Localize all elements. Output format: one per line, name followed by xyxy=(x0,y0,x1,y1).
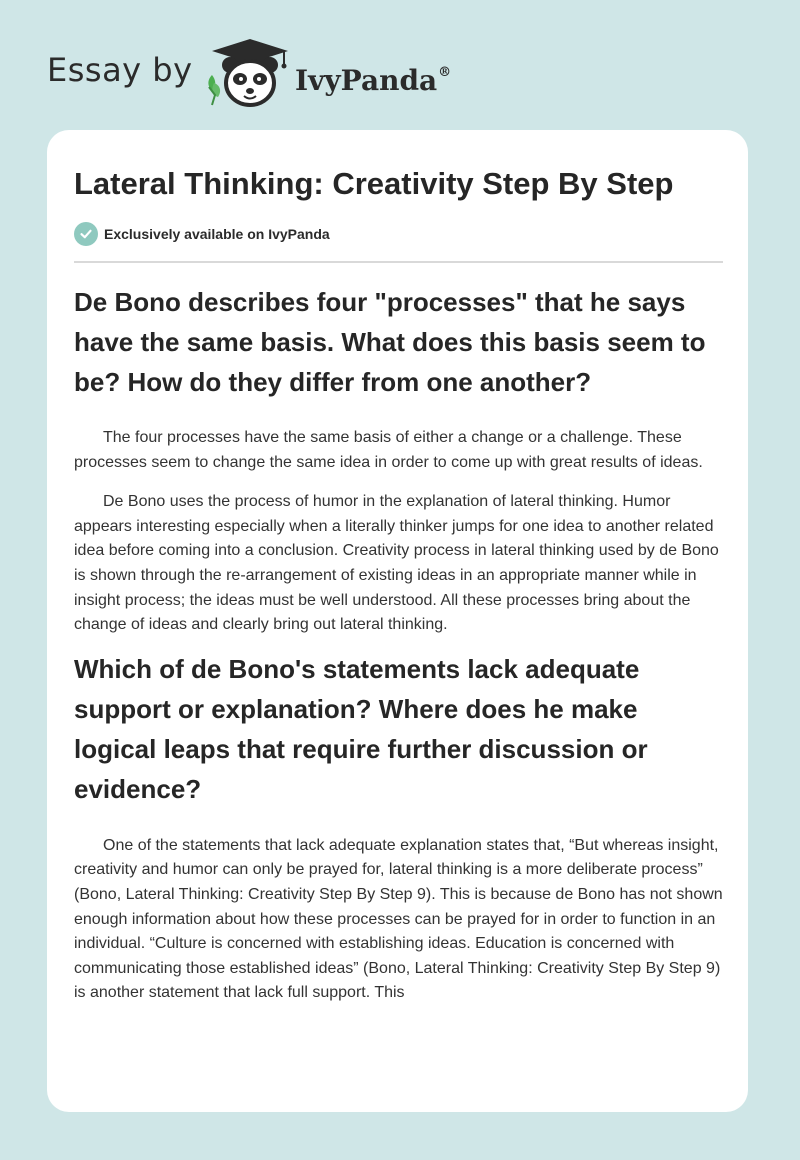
exclusive-badge xyxy=(74,222,330,246)
section-heading: Which of de Bono's statements lack adequate support or explanation? Where does he make logical leaps that require further discussion or evidence? xyxy=(74,653,648,804)
section-heading: De Bono describes four "processes" that he says have the same basis. What does this basis seem to be? How do they differ from one another? xyxy=(74,287,706,397)
paragraph: The four processes have the same basis of either a change or a challenge. These processes seem to change the same idea in order to come up with great results of ideas. xyxy=(74,429,703,471)
brand-text: IvyPanda xyxy=(295,64,438,97)
paragraph: One of the statements that lack adequate explanation states that, “But whereas insight, creativity and humor can only be prayed for, lateral thinking is a more deliberate process” (Bono, Lateral Thinking: Creativity Step By Step 9). This is because de Bono has not shown enough information about how these processes can be prayed for in order to function in an individual. “Culture is concerned with establishing ideas. Education is concerned with communicating those established ideas” (Bono, Lateral Thinking: Creativity Step By Step 9) is another statement that lack full support. This xyxy=(74,836,723,1002)
check-circle-icon xyxy=(74,222,98,246)
paragraph: De Bono uses the process of humor in the explanation of lateral thinking. Humor appears interesting especially when a literally thinker jumps for one idea to another related idea before coming into a conclusion. Creativity process in lateral thinking used by de Bono is shown through the re-arrangement of existing ideas in an appropriate manner while in insight process; the ideas must be well understood. All these processes bring about the change of ideas and clearly bring out lateral thinking. xyxy=(74,493,719,634)
page-title: Lateral Thinking: Creativity Step By Step xyxy=(74,166,674,201)
exclusive-badge-label: Exclusively available on IvyPanda xyxy=(104,226,330,242)
essay-card xyxy=(47,130,748,1112)
registered-mark: ® xyxy=(438,65,452,80)
essay-by-label: Essay by xyxy=(47,51,193,89)
panda-logo-icon[interactable] xyxy=(200,35,292,111)
divider xyxy=(74,261,723,263)
essay-body xyxy=(74,282,726,1006)
brand-name[interactable] xyxy=(295,53,451,101)
site-header xyxy=(0,0,800,130)
